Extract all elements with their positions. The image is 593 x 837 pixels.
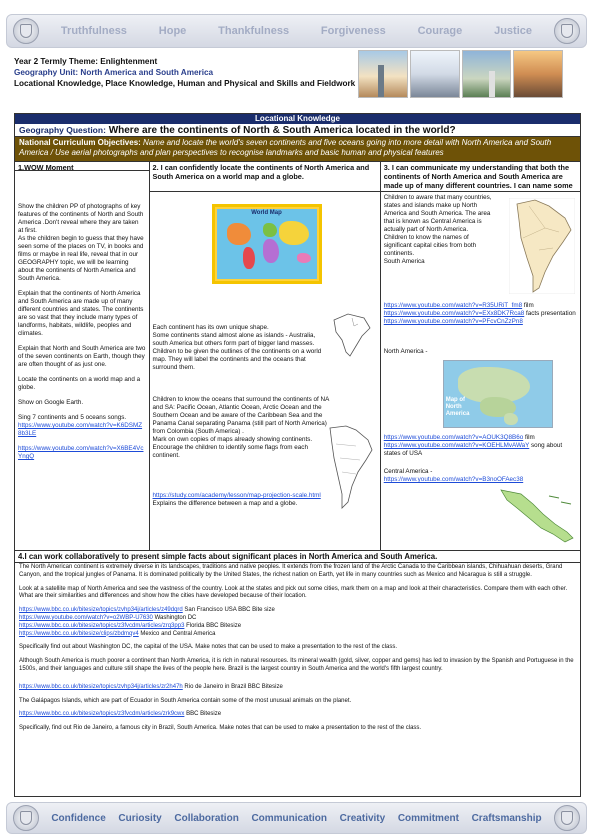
column-text: Each continent has its own unique shape. Some continents stand almost alone as islands - Australia, south America but others form part of bigger land masses. Children to be given the outlines of the continents on a world map. They will label the continents and the oceans that surround them. [152,324,322,371]
lesson-column-3 [381,162,580,550]
paragraph: Sing 7 continents and 5 oceans songs. [18,414,127,421]
link-note: Explains the difference between a map and a globe. [152,500,298,507]
bitesize-link[interactable]: https://www.bbc.co.uk/bitesize/clips/zbdmqv4 [19,630,139,637]
value-word: Courage [417,25,463,37]
lesson-columns [15,161,580,551]
central-america-map-image [499,486,577,548]
curriculum-objectives-text: Name and locate the world's seven continents and five oceans going into more detail with North America and South America / Use aerial photographs and plan perspectives to recognise landmarks and basic human and physical features [19,138,552,157]
video-link[interactable]: https://www.youtube.com/watch?v=B3noOFAec38 [383,476,524,483]
column-heading: 4.I can work collaboratively to present simple facts about significant places in North America and South America. [15,552,580,563]
north-america-map-image [443,360,553,428]
link-note: film [523,302,534,309]
video-link[interactable]: https://www.youtube.com/watch?v=K6DSMZ8b3LE [18,422,143,437]
paragraph: The North American continent is extremely diverse in its landscapes, traditions and native peoples. It extends from the frozen land of the Arctic Canada to the Caribbean islands, Chihuahuan deserts, Grand Canyon, and the tropical jungles of Panama. It is dominated politically by the United States, the richest nation on Earth, yet life in many countries such as Mexico and Nicaragua is still a struggle. [19,564,563,578]
column-heading: 3. I can communicate my understanding that both the continents of North America and South America are made up of many different countries. I can name some [381,162,580,192]
school-crest-icon [554,18,580,44]
paragraph: Show on Google Earth. [18,399,84,406]
bitesize-link[interactable]: https://www.bbc.co.uk/bitesize/topics/zvhp34j/articles/zr2h47h [19,683,183,690]
north-america-outline-icon [330,312,374,364]
lesson-column-1 [15,162,150,550]
south-america-map-image [509,198,575,294]
paragraph: Show the children PP of photographs of key features of the continents of North and South America .Don't reveal where they are taken at first. [18,203,144,234]
values-banner-top [6,14,587,48]
bitesize-link[interactable]: https://www.bbc.co.uk/bitesize/topics/z3fvcdm/articles/zrq3pp3 [19,622,185,629]
resource-link[interactable]: https://study.com/academy/lesson/map-projection-scale.html [152,492,321,499]
south-america-links [381,302,579,326]
lesson-section-4 [15,551,580,740]
school-crest-icon [554,805,580,831]
link-note: Rio de Janeiro in Brazil BBC Bitesize [184,683,283,690]
link-note: Washington DC [154,614,197,621]
video-link[interactable]: https://www.youtube.com/watch?v=KOEHLMvAWaY [383,442,530,449]
theme-line: Year 2 Termly Theme: Enlightenment [14,57,158,66]
geography-question-text: Where are the continents of North & South America located in the world? [108,125,456,136]
document-header [14,56,359,89]
paragraph: Explain that North and South America are two of the seven continents on Earth, though they are often thought of as just one. [18,345,146,368]
central-america-label: Central America - [383,468,433,475]
column-text: Children to know the oceans that surround the continents of NA and SA: Pacific Ocean, Atlantic Ocean, Arctic Ocean and the Southern Ocean and be aware of the Caribbean Sea and the Panama Canal separating Panama (still part of North America) from Colombia (South America) . Mark on own copies of maps already showing continents. Encourage the children to identify some flags from each continent. [152,396,329,459]
world-map-image [212,204,322,284]
paragraph: As the children begin to guess that they have seen some of the places on TV, in books and films or maybe in real life, reveal that in our GEOGRAPHY topic, we will be learning about the continents of North America and South America. [18,235,144,282]
video-link[interactable]: https://www.youtube.com/watch?v=X6BE4VcYngQ [18,445,144,460]
paragraph: Specifically, find out Rio de Janeiro, a famous city in Brazil, South America. Make notes that can be used to make a presentation to the rest of the class. [19,725,422,732]
value-word: Collaboration [174,812,239,824]
values-banner-bottom [6,802,587,834]
bitesize-link[interactable]: https://www.bbc.co.uk/bitesize/topics/zvhp34j/articles/z49dqrd [19,607,183,614]
column-text: Children to aware that many countries, states and islands make up North America and South America. The area that is known as Central America is actually part of North America. Children to know the names of significant capital cities from both continents. South America [383,194,492,265]
value-word: Creativity [339,812,386,824]
landmark-photo [358,50,408,98]
value-word: Craftsmanship [471,812,542,824]
video-link[interactable]: https://www.youtube.com/watch?v=AOUK3Q8B6o [383,434,524,441]
column-heading: 2. I can confidently locate the continents of North America and South America on a world map and a globe. [150,162,380,192]
column-text [15,171,149,461]
value-word: Forgiveness [320,25,386,37]
values-list-top [45,25,548,37]
video-link[interactable]: https://www.youtube.com/watch?v=PFcvCnZzPn8 [383,318,523,325]
bitesize-link[interactable]: https://www.bbc.co.uk/bitesize/topics/z3fvcdm/articles/zrk9cwx [19,711,185,718]
north-america-links [381,434,579,458]
lesson-column-2 [150,162,381,550]
landmark-photo [513,50,563,98]
north-america-map-label: Map of North America [445,397,470,417]
landmark-photo [410,50,460,98]
value-word: Truthfulness [60,25,127,37]
value-word: Hope [158,25,187,37]
link-note: San Francisco USA BBC Bite size [184,607,275,614]
school-crest-icon [13,18,39,44]
paragraph: Look at a satellite map of North America and see the vastness of the country. Look at the states and pick out some cities, mark them on a map and look at their characteristics. Compare them with each other. What are their similarities and differences and show how the cities have developed because of their location. [19,585,568,600]
paragraph: Specifically find out about Washington DC, the capital of the USA. Make notes that can be used to make a presentation to the rest of the class. [19,644,397,651]
section-title: Locational Knowledge [15,114,580,124]
value-word: Communication [251,812,327,824]
paragraph: Locate the continents on a world map and a globe. [18,376,141,391]
link-note: Mexico and Central America [140,630,216,637]
link-note: facts presentation [526,310,576,317]
value-word: Confidence [51,812,106,824]
value-word: Thankfulness [218,25,290,37]
link-note: song about states of USA [383,442,563,457]
central-america-links [381,476,526,484]
column-heading: 1.WOW Moment [15,162,149,171]
geography-question [15,124,580,137]
value-word: Commitment [397,812,459,824]
value-word: Curiosity [118,812,162,824]
video-link[interactable]: https://www.youtube.com/watch?v=o2WBP-U7630 [19,614,153,621]
world-map-label: World Map [251,210,282,216]
link-note: film [524,434,535,441]
link-note: BBC Bitesize [186,711,222,718]
school-crest-icon [13,805,39,831]
link-list [19,607,576,638]
link-note: Florida BBC Bitesize [186,622,242,629]
curriculum-objectives-label: National Curriculum Objectives: [19,138,141,147]
paragraph: The Galápagos Islands, which are part of Ecuador in South America contain some of the most unusual animals on the planet. [19,697,352,704]
geography-question-label: Geography Question: [19,125,106,135]
values-list-bottom [45,813,548,824]
landmark-photo-strip [358,50,563,98]
unit-line: Geography Unit: North America and South America [14,68,214,77]
column-text [150,492,380,508]
paragraph: Explain that the continents of North America and South America are made up of many different countries and states. The continents are so vast that they include many types of landforms, habitats, wildlife, peoples and climates. [18,290,144,337]
paragraph: Although South America is much poorer a continent than North America, it is rich in natural resources. Its mineral wealth (gold, silver, copper and gems) has led to invasion by the Spanish and Portuguese in the 1500s, and their languages and culture still shape the lives of the people here. Brazil is the largest country in South America and the world's fifth largest country. [19,658,574,672]
north-america-label: North America - [383,348,428,355]
landmark-photo [462,50,512,98]
video-link[interactable]: https://www.youtube.com/watch?v=EXx8DK7Rca8 [383,310,525,317]
video-link[interactable]: https://www.youtube.com/watch?v=R35URiT_fm8 [383,302,523,309]
value-word: Justice [494,25,532,37]
curriculum-objectives [15,137,580,161]
planning-sheet [14,113,581,797]
strands-line: Locational Knowledge, Place Knowledge, Human and Physical and Skills and Fieldwork [14,79,356,88]
